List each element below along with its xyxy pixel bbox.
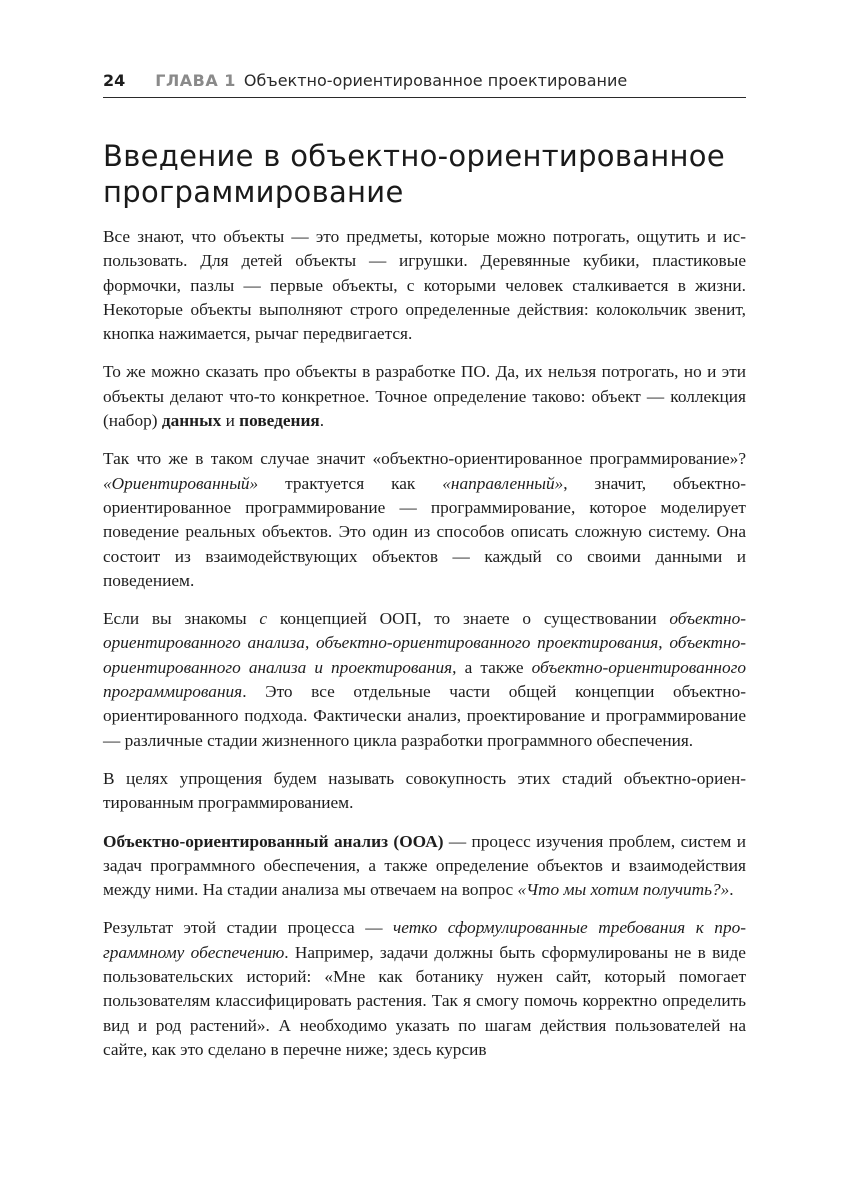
italic-term: объектно-ориентированного анализа и проектирования — [103, 633, 747, 677]
text-run: и — [221, 411, 240, 431]
italic-term: объектно-ориентированного программирования — [103, 657, 746, 702]
italic-term: «направленный» — [442, 473, 564, 493]
bold-term-ooa: Объектно-ориентированный анализ (ООА) — [103, 831, 444, 851]
text-run: Если вы знакомы — [103, 609, 260, 629]
text-run: — процесс изучения проблем, систем и задач программного обеспечения, а также определение объектов и взаимодействия между ними. На стадии анализа мы отвечаем на вопрос — [103, 831, 746, 900]
paragraph-3 — [103, 447, 746, 593]
italic-term: четко сформулированные требования к программному обеспечению — [103, 918, 746, 962]
paragraph-6 — [103, 830, 746, 903]
paragraph-2 — [103, 360, 746, 433]
italic-term: «Что мы хотим получить?» — [517, 880, 730, 900]
text-run: . — [729, 880, 734, 900]
paragraph-5: В целях упрощения будем называть совокупность этих стадий объектно-ориентированным программированием. — [103, 768, 746, 813]
text-run: , — [304, 633, 317, 653]
italic-term: объектно-ориентированного проектирования — [316, 633, 659, 653]
text-run: То же можно сказать про объекты в разработке ПО. Да, их нельзя потрогать, но и эти объекты делают что-то конкретное. Точное определение таково: объект — коллекция (набор) — [103, 362, 746, 431]
text-run: концепцией ООП, то знаете о существовании — [267, 609, 670, 629]
page-number: 24 — [103, 71, 126, 90]
chapter-label: ГЛАВА 1 — [155, 71, 236, 90]
bold-term-behavior: поведения — [239, 411, 320, 431]
paragraph-4 — [103, 607, 746, 753]
italic-term: с — [259, 609, 268, 629]
text-run: . Например, задачи должны быть сформулированы не в виде пользовательских историй: «Мне как ботанику нужен сайт, который помогает пользователям классифицировать растения. Так я смогу помочь корректно определить вид и род растений». А необходимо указать по шагам действия пользователей на сайте, как это сделано в перечне ниже; здесь курсив — [103, 942, 746, 1059]
paragraph-1: Все знают, что объекты — это предметы, которые можно потрогать, ощутить и использовать. Для детей объекты — игрушки. Деревянные кубики, пластиковые формочки, пазлы — первые объекты, с которыми человек сталкивается в жизни. Некоторые объекты выполняют строго определенные действия: колокольчик звенит, кнопка нажимается, рычаг передвигается. — [103, 227, 746, 344]
text-run: Так что же в таком случае значит «объектно-ориентированное программирование»? — [103, 449, 746, 469]
body-text — [103, 225, 746, 1076]
section-title-line-1: Введение в объектно-ориентированное — [103, 139, 725, 173]
text-run: Результат этой стадии процесса — — [103, 918, 394, 938]
section-title — [103, 138, 746, 210]
text-run: . Это все отдельные части общей концепции объектно-ориентированного подхода. Фактически анализ, проектирование и программирование — различные стадии жизненного цикла разработки программного обеспечения. — [103, 682, 746, 750]
italic-term: объектно-ориентированного анализа — [103, 609, 746, 653]
text-run: , — [658, 633, 670, 653]
text-run: . — [319, 411, 325, 431]
text-run: трактуется как — [258, 473, 443, 493]
running-header — [103, 70, 746, 98]
chapter-title: Объектно-ориентированное проектирование — [243, 71, 628, 90]
bold-term-data: данных — [161, 411, 222, 431]
text-run: , а также — [452, 657, 532, 677]
paragraph-7 — [103, 916, 746, 1062]
italic-term: «Ориентированный» — [103, 473, 259, 493]
section-title-line-2: программирование — [103, 175, 404, 209]
text-run: , значит, объектно-ориентированное программирование — программирование, которое моделирует поведение реальных объектов. Это один из способов описать сложную систему. Она состоит из взаимодействующих объектов — каждый со своими данными и поведением. — [103, 473, 746, 590]
